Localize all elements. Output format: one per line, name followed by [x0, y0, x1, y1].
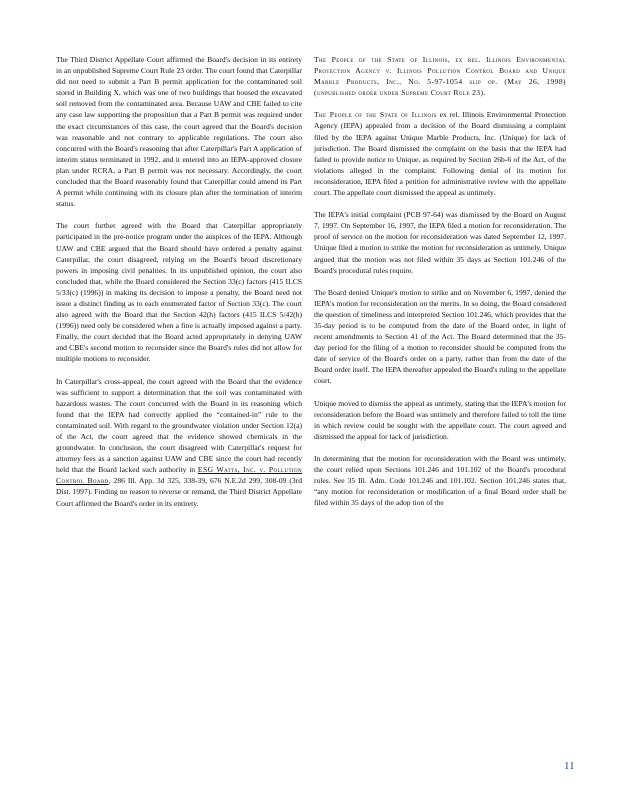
iepa-appeal-text: ex rel. Illinois Environmental Protection Agency (IEPA) appealed from a decision of the Board dismissing a complaint filed by the IEPA against Unique Marble Products, Inc. (Unique) for lack of jurisdiction. The Board dismissed the complaint on the basis that the IEPA had failed to provide notice to Unique, as required by Section 26b-6 of the Act, of the violations alleged in the complaint. Following denial of its motion for reconsideration, IEPA filed a petition for administrative review with the appellate court. The appellate court dismissed the appeal as untimely.: [314, 110, 566, 198]
cross-appeal-text-end: , 286 Ill. App. 3d 325, 338-39, 676 N.E.2d 299, 308-09 (3rd Dist. 1997). Finding no reason to reverse or remand, the Third District Appellate Court affirmed the Board's order in its entirety.: [56, 476, 303, 508]
cross-appeal-text: In Caterpillar's cross-appeal, the court agreed with the Board that the evidence was sufficient to support a determination that the soil was contaminated with hazardous wastes. The court concurred with the Board in its reasoning which found that the IEPA had correctly applied the “contained-in” rule to the contaminated soil. With regard to the groundwater violation under Section 12(a) of the Act, the court agreed that the evidence showed chemicals in the groundwater. In conclusion, the court disagreed with Caterpillar's request for attorney fees as a sanction against UAW and CBE since the court had recently held that the Board lacked such authority in: [56, 376, 302, 475]
right-column: [314, 54, 566, 519]
page-number: 11: [564, 760, 575, 772]
pre-notice-paragraph: The court further agreed with the Board that Caterpillar appropriately participated in the pre-notice program under the auspices of the IEPA. Although UAW and CBE argued that the Board should have ordered a penalty against Caterpillar, the court disagreed, relying on the Board's broad discretionary powers in imposing civil penalties. In its unpublished opinion, the court also concluded that, while the Board considered the Section 33(c) factors (415 ILCS 5/33(c) (1996)) in making its decision to impose a penalty, the Board need not issue a distinct finding as to each enumerated factor of Section 33(c). The court also agreed with the Board that the Section 42(h) factors (415 ILCS 5/42(h) (1996)) need only be considered when a fine is actually imposed against a party. Finally, the court decided that the Board acted appropriately in denying UAW and CBE's second motion to reconsider since the Board's rules did not allow for multiple motions to reconsider.: [56, 221, 302, 364]
case-citation: ESG Watts, Inc. v. Pollution Control Board: [56, 465, 302, 486]
case-caption: The People of the State of Illinois, ex rel. Illinois Environmental Protection Agency v. Illinois Pollution Control Board and Unique Marble Products, Inc., No. 5-97-1054 slip op. (May 26, 1998) (unpublished order under Supreme Court Rule 23).: [314, 55, 566, 98]
dismissal-motion-paragraph: Unique moved to dismiss the appeal as untimely, stating that the IEPA's motion for reconsideration before the Board was untimely and therefore failed to toll the time in which review could be sought with the appellate court. The court agreed and dismissed the appeal for lack of jurisdiction.: [314, 398, 567, 441]
left-column: [56, 54, 302, 520]
board-denial-paragraph: The Board denied Unique's motion to strike and on November 6, 1997, denied the IEPA's motion for reconsideration on the merits. In so doing, the Board considered the question of timeliness and interpreted Section 101.246, which provides that the 35-day period is to be computed from the date of the Board order, in light of recent amendments to Section 41 of the Act. The Board determined that the 35-day period for the filing of a motion to reconsider should be computed from the date of service of the Board's order on a party, rather than from the date of the Board order itself. The IEPA thereafter appealed the Board's ruling to the appellate court.: [314, 287, 566, 386]
cross-appeal-paragraph: [56, 376, 302, 509]
timeliness-paragraph: In determining that the motion for reconsideration with the Board was untimely, the court relied upon Sections 101.246 and 101.102 of the Board's procedural rules. See 35 Ill. Adm. Code 101.246 and 101.102. Section 101.246 states that, “any motion for reconsideration or modification of a final Board order shall be filed within 35 days of the adop tion of the: [314, 453, 566, 508]
iepa-appeal-paragraph: [314, 109, 566, 198]
initial-complaint-paragraph: The IEPA's initial complaint (PCB 97-64) was dismissed by the Board on August 7, 1997. On September 16, 1997, the IEPA filed a motion for reconsideration. The proof of service on the motion for reconsideration was dated September 12, 1997. Unique filed a motion to strike the motion for reconsideration as untimely. Unique argued that the motion was not filed within 35 days as Section 101.246 of the Board's procedural rules require.: [314, 210, 566, 275]
party-caption: The People of the State of Illinois: [314, 110, 437, 120]
caterpillar-affirmance-paragraph: The Third District Appellate Court affirmed the Board's decision in its entirety in an unpublished Supreme Court Rule 23 order. The court found that Caterpillar did not need to submit a Part B permit application for the contaminated soil stored in Building X, which was one of two buildings that housed the excavated soil removed from the contaminated area. Because UAW and CBE failed to cite any case law supporting the proposition that a Part B permit was required under the exact circumstances of this case, the court agreed that the Board's decision was reasonable and not contrary to applicable regulations. The court also concurred with the Board's reasoning that after Caterpillar's Part A application of interim status terminated in 1992, and it entered into an IEPA-approved closure plan under RCRA, a Part B permit was not necessary. Accordingly, the court concluded that the Board reasonably found that Caterpillar could amend its Part A permit while continuing with its closure plan after the termination of interim status.: [56, 55, 302, 209]
